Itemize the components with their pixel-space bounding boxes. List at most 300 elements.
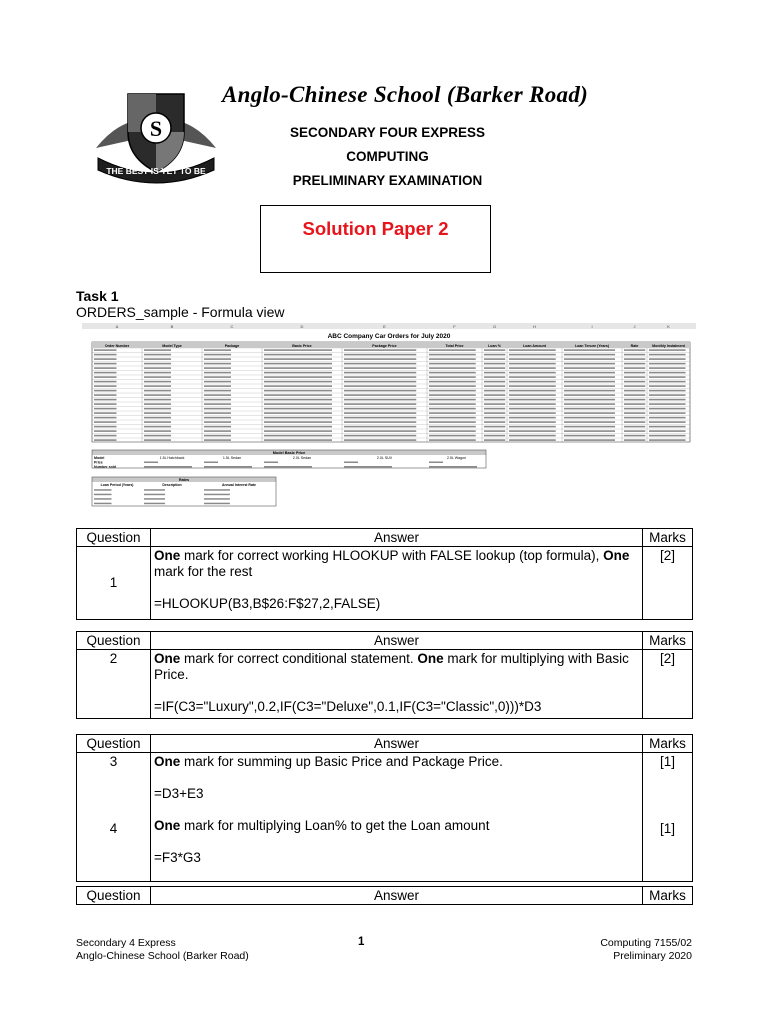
cell-content bbox=[649, 417, 686, 419]
cell-content bbox=[204, 426, 231, 428]
cell-content bbox=[344, 408, 416, 410]
cell-content bbox=[484, 430, 505, 432]
header-cell: Loan Tenure (Years) bbox=[574, 344, 610, 348]
cell-content bbox=[264, 399, 332, 401]
cell-content bbox=[484, 390, 505, 392]
answer-cell bbox=[151, 753, 643, 882]
cell-content bbox=[564, 349, 615, 351]
cell-content bbox=[429, 349, 476, 351]
cell-content bbox=[484, 376, 505, 378]
crest-motto: THE BEST IS YET TO BE bbox=[106, 166, 206, 176]
cell-content bbox=[484, 421, 505, 423]
cell-content bbox=[649, 399, 686, 401]
cell-content bbox=[204, 349, 231, 351]
answer-text: mark for multiplying with Basic Price. bbox=[154, 651, 629, 682]
cell-content bbox=[204, 367, 231, 369]
cell-content bbox=[94, 381, 117, 383]
column-letter: J bbox=[633, 324, 636, 329]
cell-content bbox=[564, 385, 615, 387]
cell-content bbox=[509, 417, 556, 419]
cell-content bbox=[564, 367, 615, 369]
cell-content bbox=[564, 426, 615, 428]
cell-content bbox=[144, 417, 171, 419]
column-letter: C bbox=[230, 324, 234, 329]
cell-content bbox=[624, 412, 645, 414]
cell-content bbox=[564, 403, 615, 405]
cell-content bbox=[429, 381, 476, 383]
cell-content bbox=[264, 439, 332, 441]
cell-content bbox=[509, 426, 556, 428]
model-price bbox=[204, 462, 218, 464]
cell-content bbox=[264, 408, 332, 410]
sheet-title: ABC Company Car Orders for July 2020 bbox=[327, 333, 451, 340]
cell-content bbox=[649, 426, 686, 428]
cell-content bbox=[509, 349, 556, 351]
model-name: 2.5L Wagon bbox=[446, 456, 467, 460]
cell-content bbox=[264, 354, 332, 356]
header-level: SECONDARY FOUR EXPRESS bbox=[289, 125, 486, 140]
cell-content bbox=[204, 372, 231, 374]
cell-content bbox=[144, 439, 171, 441]
model-price bbox=[344, 462, 358, 464]
cell-content bbox=[264, 403, 332, 405]
cell-content bbox=[429, 399, 476, 401]
cell-content bbox=[649, 421, 686, 423]
cell-content bbox=[649, 363, 686, 365]
cell-content bbox=[484, 403, 505, 405]
rates-cell bbox=[144, 503, 165, 505]
cell-content bbox=[94, 412, 117, 414]
model-count bbox=[144, 466, 192, 468]
cell-content bbox=[344, 354, 416, 356]
rates-cell bbox=[94, 494, 112, 496]
cell-content bbox=[264, 421, 332, 423]
cell-content bbox=[94, 435, 117, 437]
cell-content bbox=[624, 430, 645, 432]
header-cell: Order Number bbox=[104, 344, 130, 348]
column-header-bar bbox=[82, 323, 696, 329]
cell-content bbox=[344, 439, 416, 441]
cell-content bbox=[624, 372, 645, 374]
cell-content bbox=[649, 358, 686, 360]
cell-content bbox=[484, 381, 505, 383]
cell-content bbox=[144, 367, 171, 369]
cell-content bbox=[484, 412, 505, 414]
marks-header: Marks bbox=[643, 887, 693, 905]
answer-formula: =IF(C3="Luxury",0.2,IF(C3="Deluxe",0.1,IF(C3="Classic",0)))*D3 bbox=[154, 699, 542, 714]
model-name: 1.5L Hatchback bbox=[159, 456, 185, 460]
column-letter: F bbox=[453, 324, 456, 329]
cell-content bbox=[144, 349, 171, 351]
question-number: 2 bbox=[77, 650, 151, 719]
cell-content bbox=[564, 408, 615, 410]
model-price bbox=[429, 462, 443, 464]
rates-cell bbox=[144, 498, 165, 500]
footer-exam: Preliminary 2020 bbox=[613, 950, 692, 962]
cell-content bbox=[264, 394, 332, 396]
cell-content bbox=[264, 426, 332, 428]
cell-content bbox=[204, 412, 231, 414]
cell-content bbox=[204, 354, 231, 356]
rates-cell bbox=[144, 489, 165, 491]
cell-content bbox=[264, 430, 332, 432]
cell-content bbox=[344, 430, 416, 432]
cell-content bbox=[649, 435, 686, 437]
cell-content bbox=[144, 426, 171, 428]
model-name: 2.0L SUV bbox=[376, 456, 393, 460]
cell-content bbox=[484, 435, 505, 437]
cell-content bbox=[509, 430, 556, 432]
column-letter: I bbox=[591, 324, 593, 329]
cell-content bbox=[509, 381, 556, 383]
cell-content bbox=[649, 376, 686, 378]
cell-content bbox=[624, 421, 645, 423]
footer-paper-code: Computing 7155/02 bbox=[600, 937, 692, 949]
answer-header: Answer bbox=[151, 735, 643, 753]
cell-content bbox=[624, 399, 645, 401]
rates-cell bbox=[94, 498, 112, 500]
marks-value: [2] bbox=[643, 547, 693, 620]
question-header: Question bbox=[77, 632, 151, 650]
cell-content bbox=[649, 367, 686, 369]
cell-content bbox=[94, 403, 117, 405]
header-cell: Monthly Instalment bbox=[652, 344, 685, 348]
cell-content bbox=[144, 394, 171, 396]
rates-cell bbox=[204, 498, 230, 500]
cell-content bbox=[144, 385, 171, 387]
footer-level: Secondary 4 Express bbox=[76, 937, 176, 949]
cell-content bbox=[564, 363, 615, 365]
cell-content bbox=[649, 394, 686, 396]
cell-content bbox=[429, 412, 476, 414]
cell-content bbox=[94, 417, 117, 419]
cell-content bbox=[484, 426, 505, 428]
cell-content bbox=[509, 399, 556, 401]
cell-content bbox=[564, 399, 615, 401]
cell-content bbox=[484, 349, 505, 351]
cell-content bbox=[204, 376, 231, 378]
cell-content bbox=[484, 394, 505, 396]
cell-content bbox=[429, 354, 476, 356]
cell-content bbox=[94, 358, 117, 360]
cell-content bbox=[484, 439, 505, 441]
column-letter: B bbox=[170, 324, 174, 329]
cell-content bbox=[344, 390, 416, 392]
answer-formula: =F3*G3 bbox=[154, 850, 201, 865]
cell-content bbox=[484, 372, 505, 374]
cell-content bbox=[94, 421, 117, 423]
header-cell: Total Price bbox=[445, 344, 464, 348]
question-number: 1 bbox=[77, 547, 151, 620]
rates-cell bbox=[204, 489, 230, 491]
marks-value: [2] bbox=[643, 650, 693, 719]
cell-content bbox=[624, 363, 645, 365]
answer-header: Answer bbox=[151, 529, 643, 547]
rates-cell bbox=[204, 503, 230, 505]
cell-content bbox=[94, 399, 117, 401]
header-cell: Package bbox=[224, 344, 240, 348]
model-count bbox=[344, 466, 392, 468]
cell-content bbox=[144, 430, 171, 432]
model-price bbox=[264, 462, 278, 464]
question-number: 3 bbox=[109, 754, 118, 769]
header-exam: PRELIMINARY EXAMINATION bbox=[292, 173, 483, 188]
cell-content bbox=[144, 354, 171, 356]
cell-content bbox=[564, 358, 615, 360]
question-header: Question bbox=[77, 887, 151, 905]
cell-content bbox=[484, 367, 505, 369]
cell-content bbox=[429, 372, 476, 374]
cell-content bbox=[204, 408, 231, 410]
cell-content bbox=[649, 439, 686, 441]
cell-content bbox=[564, 372, 615, 374]
answer-text: mark for multiplying Loan% to get the Loan amount bbox=[180, 818, 490, 833]
answer-text: mark for the rest bbox=[154, 564, 253, 579]
cell-content bbox=[624, 381, 645, 383]
model-count bbox=[264, 466, 312, 468]
cell-content bbox=[94, 376, 117, 378]
cell-content bbox=[94, 439, 117, 441]
cell-content bbox=[509, 408, 556, 410]
cell-content bbox=[344, 421, 416, 423]
cell-content bbox=[624, 385, 645, 387]
column-letter: G bbox=[492, 324, 497, 329]
cell-content bbox=[429, 363, 476, 365]
cell-content bbox=[344, 363, 416, 365]
answer-formula: =HLOOKUP(B3,B$26:F$27,2,FALSE) bbox=[154, 596, 381, 611]
cell-content bbox=[564, 381, 615, 383]
cell-content bbox=[484, 399, 505, 401]
cell-content bbox=[649, 430, 686, 432]
cell-content bbox=[264, 358, 332, 360]
footer-school: Anglo-Chinese School (Barker Road) bbox=[76, 950, 249, 962]
cell-content bbox=[264, 349, 332, 351]
cell-content bbox=[94, 426, 117, 428]
rates-table-title: Rates bbox=[178, 478, 190, 482]
model-row-label: Number sold bbox=[94, 465, 116, 469]
rates-cell bbox=[94, 503, 112, 505]
model-count bbox=[429, 466, 477, 468]
cell-content bbox=[264, 376, 332, 378]
rates-cell bbox=[144, 494, 165, 496]
cell-content bbox=[94, 354, 117, 356]
cell-content bbox=[649, 403, 686, 405]
question-5-table bbox=[76, 886, 693, 905]
model-row-label: Model bbox=[94, 456, 105, 460]
question-1-table bbox=[76, 528, 693, 620]
cell-content bbox=[564, 390, 615, 392]
svg-text:S: S bbox=[149, 116, 163, 141]
cell-content bbox=[94, 430, 117, 432]
cell-content bbox=[429, 421, 476, 423]
cell-content bbox=[624, 354, 645, 356]
cell-content bbox=[204, 430, 231, 432]
cell-content bbox=[509, 372, 556, 374]
cell-content bbox=[624, 390, 645, 392]
cell-content bbox=[144, 403, 171, 405]
cell-content bbox=[509, 412, 556, 414]
cell-content bbox=[509, 403, 556, 405]
cell-content bbox=[624, 417, 645, 419]
question-2-table bbox=[76, 631, 693, 719]
model-count bbox=[204, 466, 252, 468]
cell-content bbox=[204, 381, 231, 383]
cell-content bbox=[94, 385, 117, 387]
solution-title: Solution Paper 2 bbox=[302, 218, 449, 239]
cell-content bbox=[144, 399, 171, 401]
cell-content bbox=[624, 349, 645, 351]
cell-content bbox=[624, 408, 645, 410]
cell-content bbox=[264, 363, 332, 365]
cell-content bbox=[144, 421, 171, 423]
cell-content bbox=[429, 358, 476, 360]
cell-content bbox=[484, 417, 505, 419]
answer-text: mark for correct working HLOOKUP with FALSE lookup (top formula), bbox=[180, 548, 604, 563]
rates-header: Annual Interest Rate bbox=[221, 483, 257, 487]
cell-content bbox=[564, 412, 615, 414]
cell-content bbox=[344, 412, 416, 414]
cell-content bbox=[564, 354, 615, 356]
cell-content bbox=[564, 376, 615, 378]
cell-content bbox=[144, 390, 171, 392]
model-row-label: Price bbox=[94, 460, 103, 465]
header-subject: COMPUTING bbox=[346, 149, 429, 164]
header-cell: Model Type bbox=[162, 344, 182, 348]
cell-content bbox=[94, 408, 117, 410]
cell-content bbox=[429, 376, 476, 378]
cell-content bbox=[624, 394, 645, 396]
mark-emphasis: One bbox=[603, 548, 630, 563]
cell-content bbox=[94, 367, 117, 369]
model-table-title: Model Basic Price bbox=[272, 451, 306, 455]
question-3-4-table bbox=[76, 734, 693, 882]
cell-content bbox=[204, 363, 231, 365]
task-title: Task 1 bbox=[76, 288, 119, 304]
cell-content bbox=[509, 439, 556, 441]
column-letter: D bbox=[300, 324, 304, 329]
header-cell: Rate bbox=[630, 344, 639, 348]
footer-left bbox=[76, 937, 249, 963]
cell-content bbox=[344, 367, 416, 369]
cell-content bbox=[484, 385, 505, 387]
answer-text: mark for summing up Basic Price and Package Price. bbox=[180, 754, 503, 769]
cell-content bbox=[344, 358, 416, 360]
question-numbers bbox=[77, 753, 151, 882]
model-name: 2.0L Sedan bbox=[292, 456, 312, 460]
cell-content bbox=[204, 394, 231, 396]
marks-header: Marks bbox=[643, 529, 693, 547]
header-cell: Basic Price bbox=[292, 344, 312, 348]
cell-content bbox=[94, 372, 117, 374]
cell-content bbox=[429, 390, 476, 392]
cell-content bbox=[509, 421, 556, 423]
cell-content bbox=[204, 417, 231, 419]
answer-cell bbox=[151, 547, 643, 620]
cell-content bbox=[429, 403, 476, 405]
cell-content bbox=[144, 363, 171, 365]
question-header: Question bbox=[77, 735, 151, 753]
cell-content bbox=[649, 408, 686, 410]
cell-content bbox=[264, 435, 332, 437]
header-cell: Loan Amount bbox=[522, 344, 547, 348]
cell-content bbox=[264, 385, 332, 387]
cell-content bbox=[264, 412, 332, 414]
cell-content bbox=[624, 367, 645, 369]
cell-content bbox=[564, 394, 615, 396]
cell-content bbox=[429, 394, 476, 396]
column-letter: E bbox=[383, 324, 386, 329]
cell-content bbox=[484, 354, 505, 356]
header-cell: Loan % bbox=[488, 344, 501, 348]
cell-content bbox=[484, 408, 505, 410]
cell-content bbox=[344, 385, 416, 387]
cell-content bbox=[144, 412, 171, 414]
rates-header: Description bbox=[162, 483, 182, 487]
solution-box bbox=[260, 205, 491, 273]
cell-content bbox=[344, 372, 416, 374]
cell-content bbox=[344, 376, 416, 378]
cell-content bbox=[264, 372, 332, 374]
cell-content bbox=[429, 430, 476, 432]
cell-content bbox=[509, 385, 556, 387]
marks-header: Marks bbox=[643, 632, 693, 650]
cell-content bbox=[509, 390, 556, 392]
cell-content bbox=[344, 394, 416, 396]
model-name: 1.5L Sedan bbox=[222, 456, 242, 460]
cell-content bbox=[649, 354, 686, 356]
answer-header: Answer bbox=[151, 887, 643, 905]
cell-content bbox=[509, 376, 556, 378]
cell-content bbox=[429, 426, 476, 428]
cell-content bbox=[94, 394, 117, 396]
footer-right bbox=[600, 937, 692, 963]
cell-content bbox=[344, 399, 416, 401]
model-price bbox=[144, 462, 158, 464]
marks-value: [1] bbox=[659, 821, 675, 836]
column-letter: H bbox=[533, 324, 536, 329]
cell-content bbox=[344, 435, 416, 437]
cell-content bbox=[144, 372, 171, 374]
header-cell: Package Price bbox=[372, 344, 397, 348]
cell-content bbox=[429, 417, 476, 419]
cell-content bbox=[204, 399, 231, 401]
cell-content bbox=[509, 358, 556, 360]
cell-content bbox=[649, 349, 686, 351]
cell-content bbox=[344, 417, 416, 419]
cell-content bbox=[484, 358, 505, 360]
cell-content bbox=[429, 367, 476, 369]
rates-cell bbox=[204, 494, 230, 496]
cell-content bbox=[649, 412, 686, 414]
cell-content bbox=[509, 435, 556, 437]
cell-content bbox=[564, 421, 615, 423]
cell-content bbox=[429, 408, 476, 410]
task-subtitle: ORDERS_sample - Formula view bbox=[76, 304, 285, 320]
cell-content bbox=[564, 435, 615, 437]
cell-content bbox=[144, 408, 171, 410]
column-letter: K bbox=[667, 324, 670, 329]
cell-content bbox=[509, 367, 556, 369]
cell-content bbox=[344, 349, 416, 351]
school-name: Anglo-Chinese School (Barker Road) bbox=[222, 82, 589, 107]
cell-content bbox=[144, 376, 171, 378]
cell-content bbox=[429, 385, 476, 387]
mark-emphasis: One bbox=[154, 754, 181, 769]
cell-content bbox=[94, 349, 117, 351]
cell-content bbox=[144, 435, 171, 437]
mark-emphasis: One bbox=[154, 548, 181, 563]
cell-content bbox=[204, 358, 231, 360]
